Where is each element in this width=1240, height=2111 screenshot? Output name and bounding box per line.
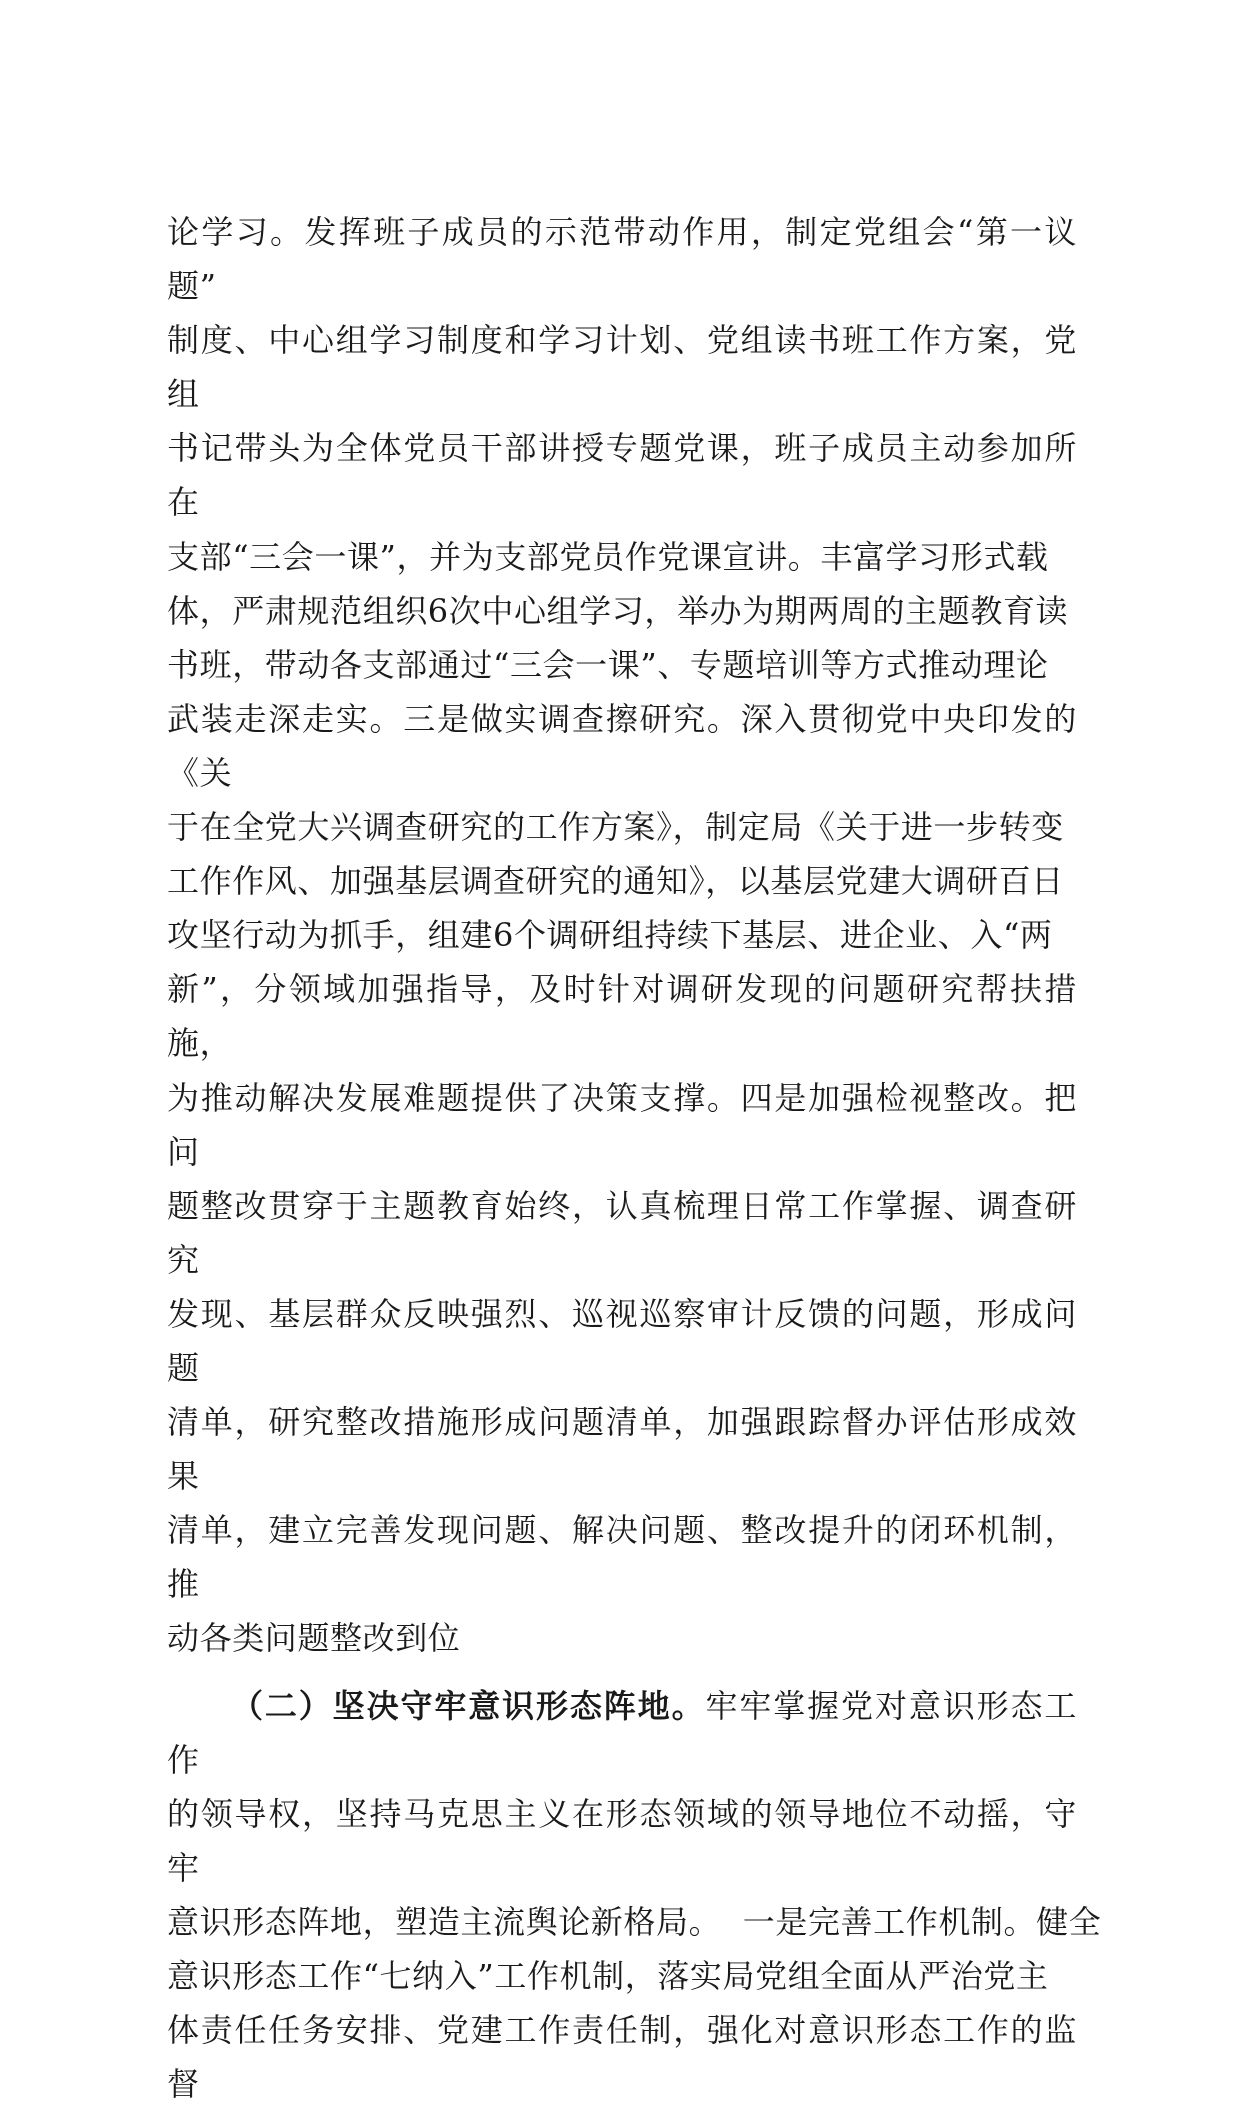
text-line: 书记带头为全体党员干部讲授专题党课，班子成员主动参加所在 — [167, 429, 1077, 522]
text-line: 武装走深走实。三是做实调查擦研究。深入贯彻党中央印发的《关 — [167, 699, 1077, 792]
text-line: 于在全党大兴调查研究的工作方案》，制定局《关于进一步转变 — [167, 808, 1064, 847]
text-line: 为推动解决发展难题提供了决策支撑。四是加强检视整改。把问 — [167, 1078, 1077, 1171]
text-line: 清单，建立完善发现问题、解决问题、整改提升的闭环机制，推 — [167, 1511, 1077, 1604]
text-line: 论学习。发挥班子成员的示范带动作用，制定党组会“第一议题” — [167, 213, 1077, 306]
text-line: 意识形态工作“七纳入”工作机制，落实局党组全面从严治党主 — [167, 1957, 1049, 1995]
paragraph-theory-study — [167, 205, 1077, 1666]
text-line: 工作作风、加强基层调查研究的通知》，以基层党建大调研百日 — [167, 862, 1064, 901]
text-line: 书班，带动各支部通过“三会一课”、专题培训等方式推动理论 — [167, 645, 1049, 684]
text-line: 的领导权，坚持马克思主义在形态领域的领导地位不动摇，守牢 — [167, 1794, 1077, 1887]
text-line: 清单，研究整改措施形成问题清单，加强跟踪督办评估形成效果 — [167, 1403, 1077, 1496]
text-line: 新”，分领域加强指导，及时针对调研发现的问题研究帮扶措施， — [167, 970, 1077, 1063]
document-body — [167, 205, 1102, 2111]
text-line: 攻坚行动为抓手，组建6个调研组持续下基层、进企业、入“两 — [167, 916, 1053, 955]
text-line: 支部“三会一课”，并为支部党员作党课宣讲。丰富学习形式载 — [167, 537, 1049, 576]
text-line: 意识形态阵地，塑造主流舆论新格局。 一是完善工作机制。健全 — [167, 1902, 1102, 1941]
text-line: 制度、中心组学习制度和学习计划、党组读书班工作方案，党组 — [167, 321, 1077, 414]
heading-line-rest: 牢牢掌握党对意识形态工作 — [167, 1686, 1077, 1779]
text-line: 体，严肃规范组织6次中心组学习，举办为期两周的主题教育读 — [167, 591, 1069, 630]
text-line: 发现、基层群众反映强烈、巡视巡察审计反馈的问题，形成问题 — [167, 1294, 1077, 1387]
paragraph-ideology-position — [167, 1679, 1102, 2111]
text-line: 题整改贯穿于主题教育始终，认真梳理日常工作掌握、调查研究 — [167, 1186, 1077, 1279]
text-line: 动各类问题整改到位 — [167, 1619, 461, 1658]
text-line: 体责任任务安排、党建工作责任制，强化对意识形态工作的监督 — [167, 2011, 1077, 2104]
section-heading: （二）坚决守牢意识形态阵地。 — [231, 1686, 706, 1725]
text-line-first — [167, 1679, 1077, 1787]
